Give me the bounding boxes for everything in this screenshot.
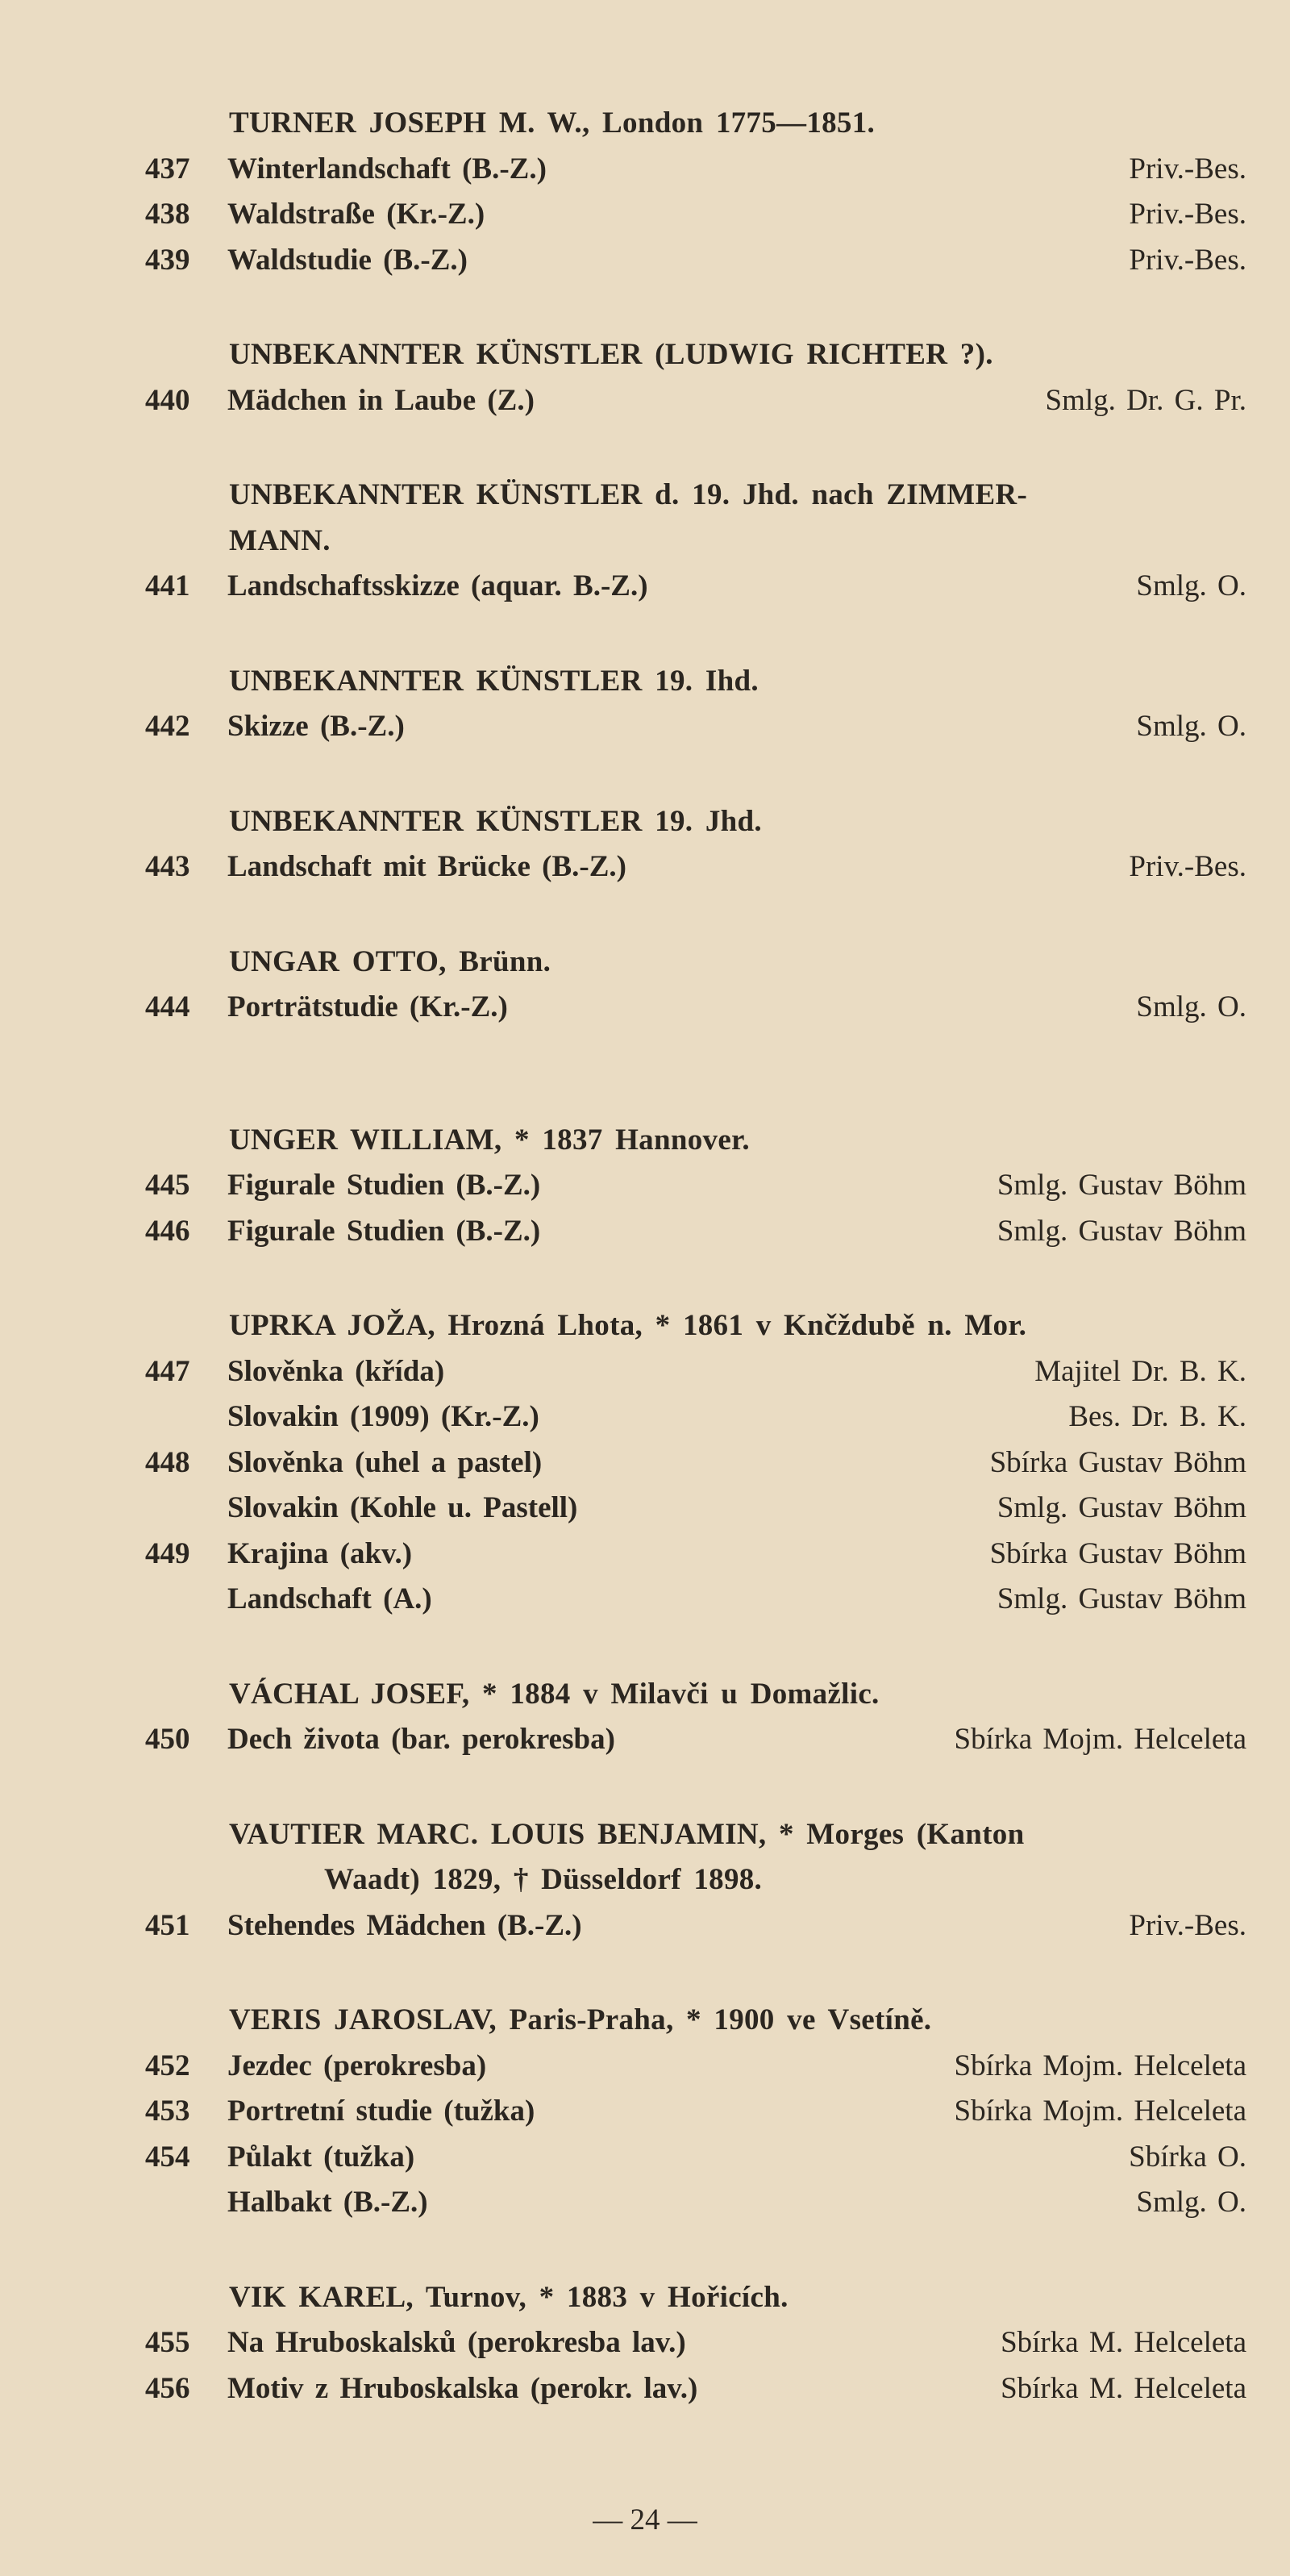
- entry-number: 456: [145, 2371, 190, 2405]
- entry-owner: Sbírka Gustav Böhm: [989, 1445, 1246, 1479]
- catalog-entry: [0, 238, 1290, 284]
- catalog-entry: [0, 704, 1290, 750]
- entry-number: 439: [145, 243, 190, 277]
- artist-section: [0, 473, 1290, 610]
- catalog-page: [0, 101, 1290, 2411]
- catalog-entry: [0, 1209, 1290, 1255]
- artist-heading: UNBEKANNTER KÜNSTLER d. 19. Jhd. nach ZIMMER-: [229, 478, 1028, 511]
- catalog-entry: [0, 378, 1290, 424]
- catalog-entry: [0, 985, 1290, 1031]
- artist-heading: UNBEKANNTER KÜNSTLER 19. Jhd.: [229, 804, 762, 838]
- catalog-entry: [0, 192, 1290, 238]
- entry-title: Porträtstudie (Kr.-Z.): [227, 990, 508, 1023]
- entry-title: Portretní studie (tužka): [227, 2095, 535, 2128]
- entry-owner: Bes. Dr. B. K.: [1068, 1400, 1246, 1433]
- entry-owner: Sbírka M. Helceleta: [1001, 2371, 1246, 2405]
- catalog-entry: [0, 564, 1290, 610]
- entry-number: 440: [145, 383, 190, 417]
- catalog-entry: [0, 2135, 1290, 2181]
- entry-title: Winterlandschaft (B.-Z.): [227, 152, 547, 185]
- entry-title: Slovakin (Kohle u. Pastell): [227, 1491, 578, 1524]
- artist-section: [0, 799, 1290, 890]
- artist-heading: UNBEKANNTER KÜNSTLER (LUDWIG RICHTER ?).: [229, 338, 993, 371]
- entry-title: Na Hruboskalsků (perokresba lav.): [227, 2326, 686, 2359]
- artist-heading: VAUTIER MARC. LOUIS BENJAMIN, * Morges (Kanton: [229, 1817, 1025, 1851]
- entry-owner: Priv.-Bes.: [1129, 152, 1246, 185]
- entry-title: Slověnka (křída): [227, 1354, 445, 1388]
- entry-number: 445: [145, 1169, 190, 1202]
- entry-owner: Sbírka O.: [1129, 2140, 1246, 2174]
- entry-owner: Priv.-Bes.: [1129, 198, 1246, 231]
- entry-number: 443: [145, 850, 190, 883]
- entry-owner: Smlg. O.: [1136, 710, 1246, 743]
- catalog-entry: [0, 1440, 1290, 1486]
- artist-heading: VERIS JAROSLAV, Paris-Praha, * 1900 ve Vsetíně.: [229, 2003, 932, 2036]
- catalog-entry: [0, 1163, 1290, 1209]
- entry-owner: Smlg. O.: [1136, 569, 1246, 602]
- entry-title: Motiv z Hruboskalska (perokr. lav.): [227, 2371, 698, 2405]
- entry-owner: Priv.-Bes.: [1129, 1908, 1246, 1942]
- catalog-entry: [0, 2044, 1290, 2090]
- artist-heading: UNGER WILLIAM, * 1837 Hannover.: [229, 1123, 750, 1157]
- artist-heading: UNBEKANNTER KÜNSTLER 19. Ihd.: [229, 664, 759, 698]
- entry-number: 437: [145, 152, 190, 185]
- catalog-entry: [0, 1349, 1290, 1395]
- catalog-entry: [0, 2089, 1290, 2135]
- entry-title: Mädchen in Laube (Z.): [227, 383, 535, 417]
- entry-title: Stehendes Mädchen (B.-Z.): [227, 1908, 582, 1942]
- entry-owner: Majitel Dr. B. K.: [1034, 1354, 1246, 1388]
- entry-number: 450: [145, 1723, 190, 1756]
- entry-owner: Smlg. Gustav Böhm: [997, 1491, 1246, 1524]
- entry-title: Slovakin (1909) (Kr.-Z.): [227, 1400, 539, 1433]
- entry-title: Halbakt (B.-Z.): [227, 2186, 428, 2219]
- entry-title: Jezdec (perokresba): [227, 2049, 487, 2082]
- catalog-entry: [0, 2320, 1290, 2366]
- entry-owner: Sbírka Gustav Böhm: [989, 1536, 1246, 1570]
- entry-number: 438: [145, 198, 190, 231]
- artist-section: [0, 2275, 1290, 2412]
- entry-number: 441: [145, 569, 190, 602]
- artist-heading: UNGAR OTTO, Brünn.: [229, 944, 551, 978]
- catalog-entry: [0, 147, 1290, 193]
- entry-number: 453: [145, 2095, 190, 2128]
- entry-number: 449: [145, 1536, 190, 1570]
- catalog-entry: [0, 1394, 1290, 1440]
- entry-owner: Sbírka Mojm. Helceleta: [954, 2095, 1246, 2128]
- entry-title: Dech života (bar. perokresba): [227, 1723, 615, 1756]
- catalog-entry: [0, 844, 1290, 890]
- entry-title: Landschaft mit Brücke (B.-Z.): [227, 850, 626, 883]
- entry-number: 452: [145, 2049, 190, 2082]
- entry-title: Krajina (akv.): [227, 1536, 413, 1570]
- artist-section: [0, 1812, 1290, 1949]
- artist-heading: UPRKA JOŽA, Hrozná Lhota, * 1861 v Knčždubě n. Mor.: [229, 1309, 1027, 1342]
- artist-heading: TURNER JOSEPH M. W., London 1775—1851.: [229, 106, 876, 140]
- entry-owner: Smlg. Gustav Böhm: [997, 1582, 1246, 1615]
- entry-number: 447: [145, 1354, 190, 1388]
- artist-section: [0, 1998, 1290, 2226]
- entry-owner: Smlg. Gustav Böhm: [997, 1169, 1246, 1202]
- artist-section: [0, 1118, 1290, 1255]
- entry-title: Půlakt (tužka): [227, 2140, 415, 2174]
- catalog-entry: [0, 1717, 1290, 1763]
- entry-title: Waldstudie (B.-Z.): [227, 243, 468, 277]
- entry-owner: Sbírka M. Helceleta: [1001, 2326, 1246, 2359]
- entry-title: Slověnka (uhel a pastel): [227, 1445, 543, 1479]
- entry-number: 451: [145, 1908, 190, 1942]
- entry-owner: Sbírka Mojm. Helceleta: [954, 2049, 1246, 2082]
- entry-title: Landschaft (A.): [227, 1582, 432, 1615]
- entry-title: Skizze (B.-Z.): [227, 710, 405, 743]
- catalog-entry: [0, 1532, 1290, 1578]
- entry-owner: Smlg. Gustav Böhm: [997, 1214, 1246, 1248]
- entry-owner: Sbírka Mojm. Helceleta: [954, 1723, 1246, 1756]
- artist-section: [0, 940, 1290, 1031]
- entry-owner: Priv.-Bes.: [1129, 243, 1246, 277]
- entry-title: Landschaftsskizze (aquar. B.-Z.): [227, 569, 648, 602]
- entry-number: 446: [145, 1214, 190, 1248]
- catalog-entry: [0, 2366, 1290, 2412]
- entry-owner: Smlg. O.: [1136, 2186, 1246, 2219]
- catalog-entry: [0, 2180, 1290, 2226]
- entry-number: 454: [145, 2140, 190, 2174]
- catalog-entry: [0, 1903, 1290, 1949]
- page-number: — 24 —: [593, 2503, 697, 2536]
- artist-section: [0, 101, 1290, 283]
- artist-section: [0, 332, 1290, 423]
- entry-title: Figurale Studien (B.-Z.): [227, 1214, 541, 1248]
- catalog-entry: [0, 1577, 1290, 1623]
- artist-section: [0, 659, 1290, 750]
- artist-heading: VIK KAREL, Turnov, * 1883 v Hořicích.: [229, 2280, 789, 2314]
- entry-owner: Priv.-Bes.: [1129, 850, 1246, 883]
- entry-owner: Smlg. Dr. G. Pr.: [1045, 383, 1246, 417]
- artist-heading: MANN.: [229, 523, 331, 557]
- catalog-entry: [0, 1486, 1290, 1532]
- entry-owner: Smlg. O.: [1136, 990, 1246, 1023]
- artist-section: [0, 1303, 1290, 1623]
- artist-heading: Waadt) 1829, † Düsseldorf 1898.: [324, 1863, 763, 1896]
- entry-number: 442: [145, 710, 190, 743]
- entry-number: 444: [145, 990, 190, 1023]
- artist-heading: VÁCHAL JOSEF, * 1884 v Milavči u Domažlic.: [229, 1677, 880, 1711]
- entry-title: Figurale Studien (B.-Z.): [227, 1169, 541, 1202]
- artist-section: [0, 1672, 1290, 1763]
- entry-number: 455: [145, 2326, 190, 2359]
- entry-title: Waldstraße (Kr.-Z.): [227, 198, 485, 231]
- entry-number: 448: [145, 1445, 190, 1479]
